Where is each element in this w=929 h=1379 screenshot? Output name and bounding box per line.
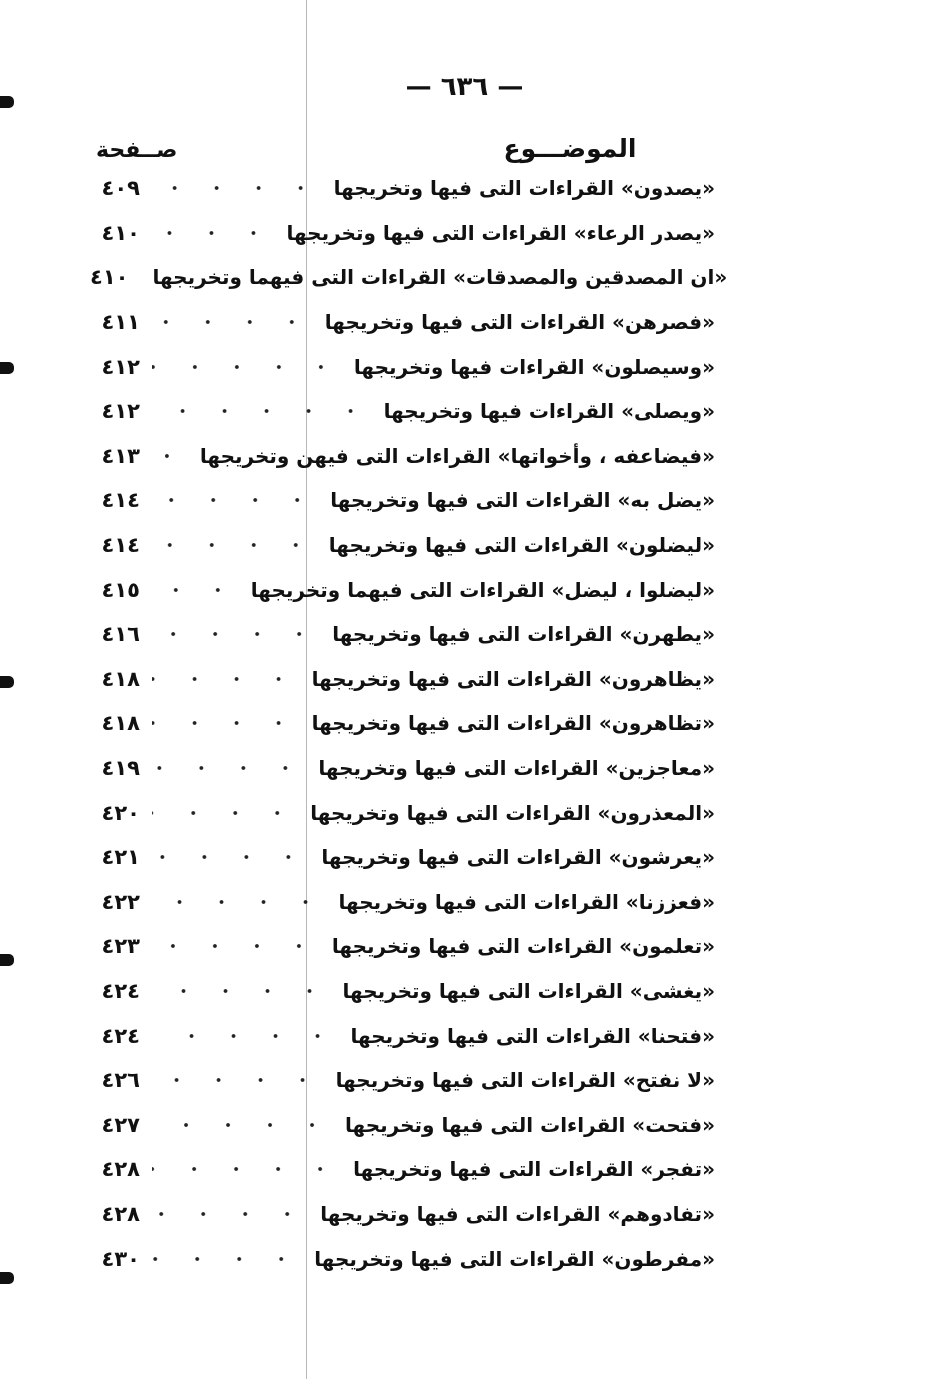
dot-leader bbox=[152, 586, 239, 594]
dot-leader bbox=[152, 1032, 339, 1040]
index-entry bbox=[90, 1147, 715, 1192]
entry-page-number: ٤١١ bbox=[101, 310, 140, 335]
entry-topic: «يصدر الرعاء» القراءات التى فيها وتخريجها bbox=[286, 220, 715, 245]
index-entry bbox=[90, 969, 715, 1014]
index-entry bbox=[90, 790, 715, 835]
edge-mark bbox=[0, 676, 14, 688]
index-entry bbox=[90, 478, 715, 523]
entry-page-number: ٤٢٤ bbox=[101, 978, 140, 1003]
page-column-header: صــفحة bbox=[96, 138, 178, 163]
entry-topic: «يصدون» القراءات التى فيها وتخريجها bbox=[333, 176, 715, 201]
entry-page-number: ٤١٤ bbox=[101, 533, 140, 558]
dot-leader bbox=[152, 898, 327, 906]
entry-page-number: ٤٢٤ bbox=[101, 1023, 140, 1048]
edge-mark bbox=[0, 954, 14, 966]
dot-leader bbox=[152, 1165, 341, 1173]
dot-leader bbox=[152, 1076, 324, 1084]
page-number: — ٦٣٦ — bbox=[405, 72, 524, 102]
entry-page-number: ٤٢٨ bbox=[101, 1201, 140, 1226]
index-entry bbox=[90, 701, 715, 746]
entry-page-number: ٤٢٠ bbox=[101, 800, 140, 825]
entry-topic: «يظاهرون» القراءات التى فيها وتخريجها bbox=[311, 666, 715, 691]
entry-page-number: ٤٢١ bbox=[101, 845, 140, 870]
dot-leader bbox=[152, 452, 188, 460]
index-entry bbox=[90, 255, 728, 300]
dot-leader bbox=[152, 942, 320, 950]
entry-topic: «تعلمون» القراءات التى فيها وتخريجها bbox=[331, 934, 715, 959]
entry-topic: «فتحنا» القراءات التى فيها وتخريجها bbox=[350, 1023, 715, 1048]
entry-topic: «ليضلوا ، ليضل» القراءات التى فيهما وتخريجها bbox=[250, 577, 715, 602]
entry-topic: «يغشى» القراءات التى فيها وتخريجها bbox=[342, 978, 715, 1003]
entry-topic: «ان المصدقين والمصدقات» القراءات التى فيهما وتخريجها bbox=[152, 265, 728, 290]
entry-topic: «ويصلى» القراءات فيها وتخريجها bbox=[383, 399, 715, 424]
dot-leader bbox=[152, 1121, 333, 1129]
entry-topic: «معاجزين» القراءات التى فيها وتخريجها bbox=[318, 756, 715, 781]
entry-page-number: ٤٢٢ bbox=[101, 889, 140, 914]
entry-page-number: ٤١٩ bbox=[101, 756, 140, 781]
entry-page-number: ٤٢٨ bbox=[101, 1157, 140, 1182]
entry-page-number: ٤١٠ bbox=[90, 265, 129, 290]
index-entry bbox=[90, 1013, 715, 1058]
entry-page-number: ٤١٨ bbox=[101, 666, 140, 691]
entry-topic: «فعززنا» القراءات التى فيها وتخريجها bbox=[338, 889, 715, 914]
index-entry bbox=[90, 924, 715, 969]
edge-mark bbox=[0, 1272, 14, 1284]
dot-leader bbox=[152, 184, 322, 192]
index-entry bbox=[90, 523, 715, 568]
index-entries bbox=[90, 166, 728, 1281]
entry-topic: «تفجر» القراءات التى فيها وتخريجها bbox=[353, 1157, 715, 1182]
entry-topic: «لا نفتح» القراءات التى فيها وتخريجها bbox=[335, 1068, 715, 1093]
dot-leader bbox=[152, 764, 306, 772]
entry-page-number: ٤١٥ bbox=[101, 577, 140, 602]
entry-topic: «تظاهرون» القراءات التى فيها وتخريجها bbox=[311, 711, 715, 736]
index-entry bbox=[90, 1058, 715, 1103]
entry-page-number: ٤٢٣ bbox=[101, 934, 140, 959]
entry-page-number: ٤١٢ bbox=[101, 354, 140, 379]
entry-topic: «فتحت» القراءات التى فيها وتخريجها bbox=[345, 1112, 715, 1137]
dot-leader bbox=[152, 541, 317, 549]
index-entry bbox=[90, 344, 715, 389]
entry-topic: «وسيصلون» القراءات فيها وتخريجها bbox=[353, 354, 715, 379]
index-entry bbox=[90, 567, 715, 612]
dot-leader bbox=[152, 809, 298, 817]
index-entry bbox=[90, 166, 715, 211]
dot-leader bbox=[152, 496, 318, 504]
entry-topic: «تفادوهم» القراءات التى فيها وتخريجها bbox=[320, 1201, 715, 1226]
index-entry bbox=[90, 389, 715, 434]
dot-leader bbox=[152, 675, 300, 683]
edge-mark bbox=[0, 362, 14, 374]
dot-leader bbox=[152, 719, 300, 727]
entry-page-number: ٤١٨ bbox=[101, 711, 140, 736]
dot-leader bbox=[152, 853, 309, 861]
entry-topic: «مفرطون» القراءات التى فيها وتخريجها bbox=[314, 1246, 715, 1271]
index-entry bbox=[90, 211, 715, 256]
entry-page-number: ٤١٤ bbox=[101, 488, 140, 513]
entry-topic: «المعذرون» القراءات التى فيها وتخريجها bbox=[310, 800, 715, 825]
dot-leader bbox=[152, 1255, 302, 1263]
index-entry bbox=[90, 746, 715, 791]
index-entry bbox=[90, 835, 715, 880]
dot-leader bbox=[152, 630, 320, 638]
dot-leader bbox=[152, 987, 331, 995]
entry-page-number: ٤١٠ bbox=[101, 220, 140, 245]
index-entry bbox=[90, 657, 715, 702]
entry-topic: «ليضلون» القراءات التى فيها وتخريجها bbox=[328, 533, 715, 558]
dot-leader bbox=[152, 407, 372, 415]
entry-page-number: ٤٣٠ bbox=[101, 1246, 140, 1271]
topic-column-header: الموضـــوع bbox=[503, 134, 637, 163]
index-entry bbox=[90, 880, 715, 925]
entry-page-number: ٤٢٧ bbox=[101, 1112, 140, 1137]
entry-page-number: ٤١٢ bbox=[101, 399, 140, 424]
index-entry bbox=[90, 1192, 715, 1237]
dot-leader bbox=[152, 1210, 308, 1218]
entry-topic: «يضل به» القراءات التى فيها وتخريجها bbox=[330, 488, 715, 513]
dot-leader bbox=[152, 229, 274, 237]
entry-topic: «يعرشون» القراءات التى فيها وتخريجها bbox=[321, 845, 715, 870]
dot-leader bbox=[152, 363, 342, 371]
dot-leader bbox=[152, 318, 313, 326]
index-entry bbox=[90, 612, 715, 657]
entry-topic: «فصرهن» القراءات التى فيها وتخريجها bbox=[324, 310, 715, 335]
entry-page-number: ٤٢٦ bbox=[101, 1068, 140, 1093]
index-entry bbox=[90, 300, 715, 345]
entry-page-number: ٤١٣ bbox=[101, 443, 140, 468]
index-entry bbox=[90, 1236, 715, 1281]
entry-page-number: ٤٠٩ bbox=[101, 176, 140, 201]
entry-page-number: ٤١٦ bbox=[101, 622, 140, 647]
index-entry bbox=[90, 1102, 715, 1147]
entry-topic: «فيضاعفه ، وأخواتها» القراءات التى فيهن وتخريجها bbox=[199, 443, 715, 468]
index-entry bbox=[90, 434, 715, 479]
entry-topic: «يطهرن» القراءات التى فيها وتخريجها bbox=[332, 622, 715, 647]
